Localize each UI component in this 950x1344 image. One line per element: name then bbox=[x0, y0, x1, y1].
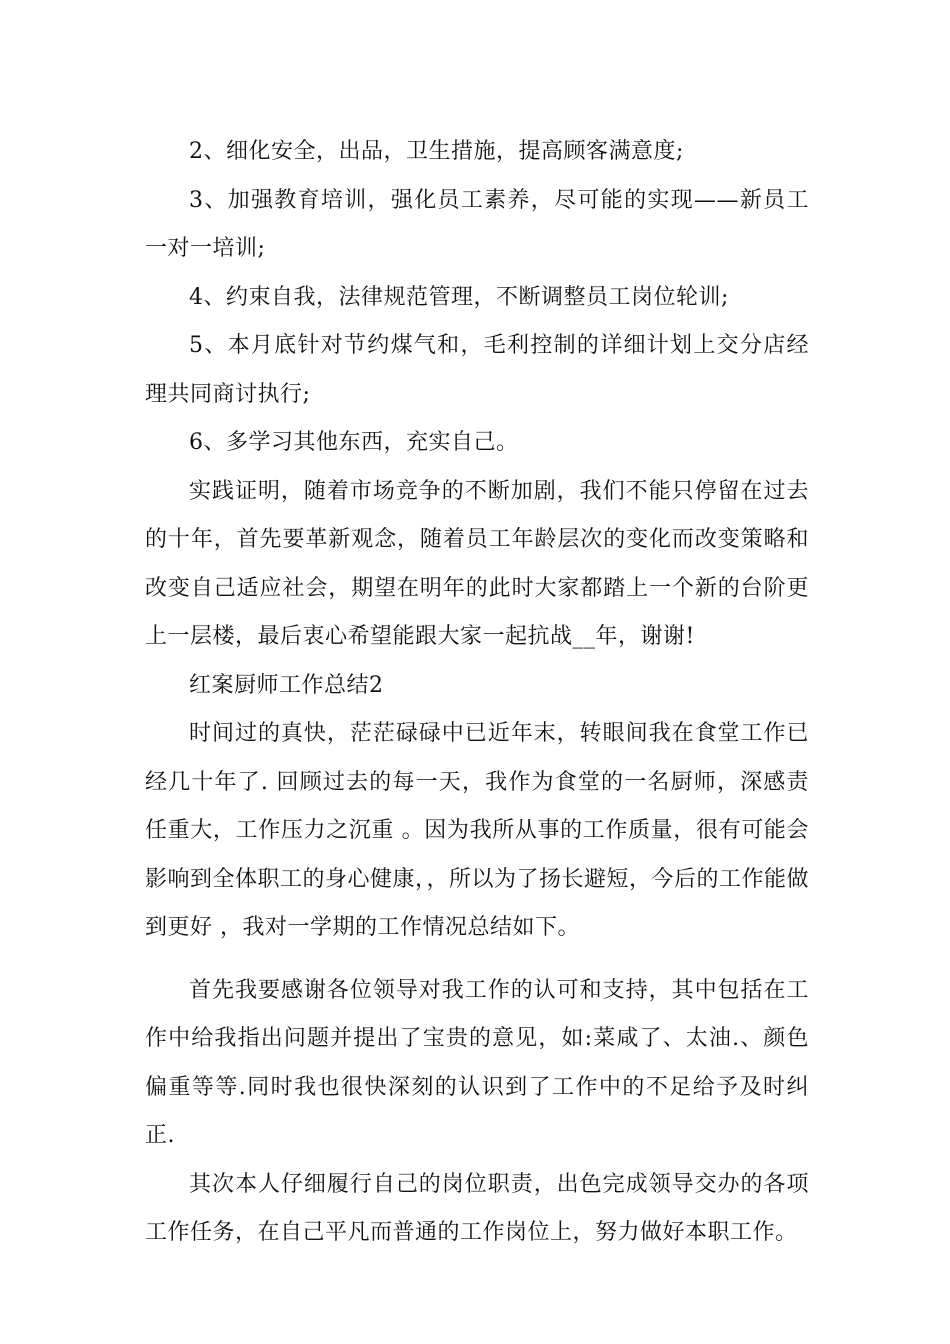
paragraph-item-3: 3、加强教育培训，强化员工素养，尽可能的实现——新员工一对一培训; bbox=[145, 187, 809, 261]
paragraph-intro: 时间过的真快，茫茫碌碌中已近年末，转眼间我在食堂工作已经几十年了. 回顾过去的每一天，我作为食堂的一名厨师，深感责任重大，工作压力之沉重 。因为我所从事的工作质量，很有可能会影响到全体职工的身心健康，，所以为了扬长避短，今后的工作能做到更好 ，我对一学期的工作情况总结如下。 bbox=[145, 721, 810, 940]
paragraph-item-4: 4、约束自我，法律规范管理，不断调整员工岗位轮训; bbox=[189, 284, 729, 310]
document-page bbox=[145, 128, 809, 1258]
paragraph-duties: 其次本人仔细履行自己的岗位职责，出色完成领导交办的各项工作任务，在自己平凡而普通的工作岗位上，努力做好本职工作。 bbox=[145, 1171, 809, 1245]
paragraph-item-5: 5、本月底针对节约煤气和，毛利控制的详细计划上交分店经理共同商讨执行; bbox=[145, 333, 809, 407]
paragraph-gap bbox=[145, 953, 809, 967]
paragraph-conclusion: 实践证明，随着市场竞争的不断加剧，我们不能只停留在过去的十年，首先要革新观念，随着员工年龄层次的变化而改变策略和改变自己适应社会，期望在明年的此时大家都踏上一个新的台阶更上一层楼，最后衷心希望能跟大家一起抗战__年，谢谢! bbox=[145, 478, 809, 649]
section-heading: 红案厨师工作总结2 bbox=[189, 672, 384, 698]
paragraph-item-6: 6、多学习其他东西，充实自己。 bbox=[189, 430, 519, 455]
paragraph-item-2: 2、细化安全，出品，卫生措施，提高顾客满意度; bbox=[189, 139, 684, 164]
paragraph-thanks: 首先我要感谢各位领导对我工作的认可和支持，其中包括在工作中给我指出问题并提出了宝贵的意见，如:菜咸了、太油.、颜色偏重等等.同时我也很快深刻的认识到了工作中的不足给予及时纠正. bbox=[145, 977, 809, 1148]
